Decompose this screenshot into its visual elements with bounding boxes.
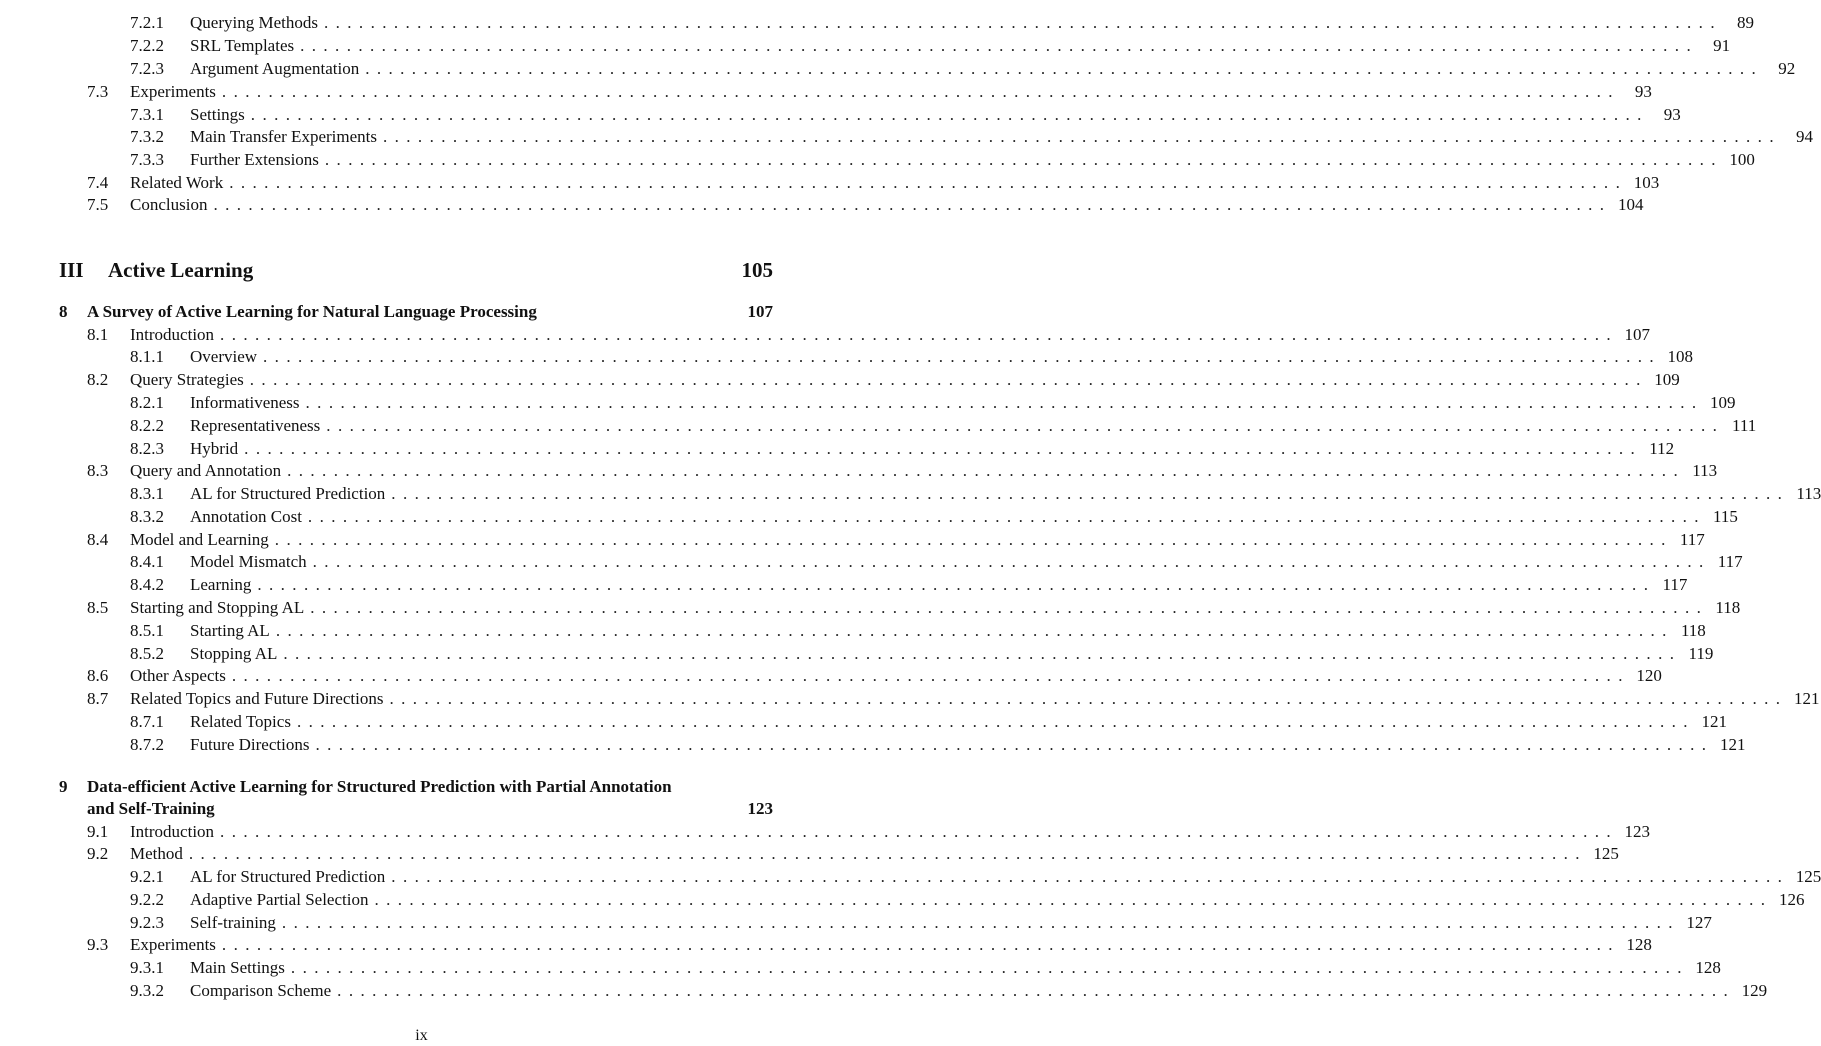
toc-entry-title: Related Topics [190,712,291,731]
toc-entry-page: 107 [747,302,773,321]
toc-entry[interactable] [130,415,1757,437]
toc-entry-page: 93 [1663,105,1681,124]
toc-entry[interactable] [130,620,1706,642]
toc-entry-number: 8.2 [87,370,109,389]
toc-entry-number: 9.3.1 [130,958,164,977]
toc-entry-page: 119 [1688,644,1714,663]
dot-leader: ........................................................................................................................ [283,644,1682,663]
toc-entry-title: Data-efficient Active Learning for Structured Prediction with Partial Annotation [87,777,672,796]
toc-entry-page: 115 [1713,507,1738,526]
dot-leader: ........................................................................................................................ [310,598,1709,617]
toc-entry-title: Representativeness [190,416,321,435]
toc-entry[interactable] [87,81,1652,103]
dot-leader: ........................................................................................................................ [213,195,1612,214]
toc-entry-number: 8.4.2 [130,575,164,594]
toc-entry-title: AL for Structured Prediction [190,484,386,503]
toc-entry[interactable] [87,172,1660,194]
dot-leader: ........................................................................................................................ [300,36,1699,55]
toc-entry-page: 125 [1795,867,1821,886]
toc-entry-title: Experiments [130,82,216,101]
toc-entry-title: Learning [190,575,252,594]
toc-entry-title: Method [130,844,183,863]
toc-entry-page: 128 [1626,935,1652,954]
toc-entry[interactable] [87,843,1619,865]
toc-entry-title: AL for Structured Prediction [190,867,386,886]
toc-entry-page: 107 [1624,325,1651,344]
toc-entry-number: 7.3.1 [130,105,164,124]
toc-entry[interactable] [59,301,773,323]
dot-leader: ........................................................................................................................ [391,484,1790,503]
toc-entry[interactable] [130,149,1755,171]
toc-entry-number: 8.2.3 [130,439,164,458]
toc-entry[interactable] [59,776,773,798]
toc-entry-page: 112 [1649,439,1675,458]
toc-entry-page: 120 [1636,666,1662,685]
dot-leader: ........................................................................................................................ [312,552,1711,571]
toc-entry[interactable] [87,798,773,820]
dot-leader: ........................................................................................................................ [389,689,1788,708]
toc-entry-page: 127 [1686,913,1712,932]
toc-entry[interactable] [87,369,1680,391]
toc-entry-number: 9.2.2 [130,890,164,909]
toc-entry[interactable] [87,597,1741,619]
toc-entry-title: Starting and Stopping AL [130,598,305,617]
toc-entry-number: 8.3.2 [130,507,164,526]
toc-entry[interactable] [130,126,1813,148]
toc-entry-page: 104 [1617,195,1644,214]
dot-leader: ........................................................................................................................ [221,935,1620,954]
toc-entry-title: Model and Learning [130,530,269,549]
toc-entry-number: 7.4 [87,173,109,192]
toc-entry-title: Informativeness [190,393,300,412]
toc-entry-number: 9.2.3 [130,913,164,932]
dot-leader: ........................................................................................................................ [365,59,1764,78]
toc-entry-page: 105 [741,258,773,282]
toc-entry-page: 100 [1729,150,1755,169]
toc-entry-page: 89 [1736,13,1754,32]
toc-entry-number: 8.1.1 [130,347,164,366]
toc-entry-number: 7.5 [87,195,109,214]
dot-leader: ........................................................................................................................ [324,150,1723,169]
toc-entry-title: Future Directions [190,735,310,754]
toc-entry-number: 8.7.2 [130,735,164,754]
toc-entry[interactable] [87,324,1651,346]
dot-leader: ........................................................................................................................ [315,735,1714,754]
dot-leader: ........................................................................................................................ [274,530,1673,549]
toc-entry-number: 8.5 [87,598,109,617]
toc-entry-title: Self-training [190,913,276,932]
toc-entry-number: 8.3.1 [130,484,164,503]
toc-entry-title: Annotation Cost [190,507,302,526]
dot-leader: ........................................................................................................................ [257,575,1656,594]
toc-entry-page: 123 [747,799,773,818]
toc-entry-number: 9.3 [87,935,109,954]
toc-entry-number: 7.2.1 [130,13,164,32]
toc-entry[interactable] [87,934,1652,956]
dot-leader: ........................................................................................................................ [382,127,1781,146]
page-number: ix [415,1027,428,1044]
dot-leader: ........................................................................................................................ [290,958,1689,977]
toc-entry[interactable] [130,483,1821,505]
toc-entry-page: 111 [1732,416,1757,435]
toc-entry-number: 8.2.1 [130,393,164,412]
toc-entry-title: Conclusion [130,195,208,214]
toc-entry[interactable] [130,711,1727,733]
toc-entry-title: Further Extensions [190,150,319,169]
toc-entry-page: 91 [1713,36,1731,55]
toc-entry-page: 92 [1778,59,1796,78]
toc-entry[interactable] [87,665,1662,687]
toc-entry[interactable] [130,957,1721,979]
toc-entry-number: 7.2.3 [130,59,164,78]
toc-entry[interactable] [87,460,1718,482]
toc-entry-title: Related Work [130,173,224,192]
toc-entry[interactable] [130,392,1736,414]
toc-entry-page: 94 [1795,127,1813,146]
dot-leader: ........................................................................................................................ [296,712,1695,731]
dot-leader: ........................................................................................................................ [337,981,1736,1000]
toc-entry[interactable] [130,104,1681,126]
toc-entry-page: 123 [1624,822,1651,841]
toc-entry-page: 109 [1654,370,1680,389]
toc-entry-page: 121 [1793,689,1820,708]
toc-entry-title: Overview [190,347,258,366]
dot-leader: ........................................................................................................................ [250,105,1649,124]
dot-leader: ........................................................................................................................ [220,822,1619,841]
dot-leader: ........................................................................................................................ [307,507,1706,526]
dot-leader: ........................................................................................................................ [221,82,1620,101]
toc-entry-title: Related Topics and Future Directions [130,689,384,708]
toc-entry-page: 128 [1695,958,1721,977]
toc-entry[interactable] [130,574,1688,596]
toc-entry[interactable] [130,506,1738,528]
toc-entry-number: 8.5.1 [130,621,164,640]
toc-entry[interactable] [130,438,1675,460]
toc-entry-title: Query Strategies [130,370,244,389]
dot-leader: ........................................................................................................................ [326,416,1725,435]
dot-leader: ........................................................................................................................ [249,370,1648,389]
toc-entry-number: 9.1 [87,822,109,841]
toc-entry-title: Starting AL [190,621,270,640]
dot-leader: ........................................................................................................................ [391,867,1790,886]
toc-entry-title: Hybrid [190,439,239,458]
toc-entry[interactable] [130,346,1694,368]
toc-entry-title: Adaptive Partial Selection [190,890,369,909]
dot-leader: ........................................................................................................................ [220,325,1619,344]
toc-entry-number: 8.1 [87,325,109,344]
toc-entry[interactable] [130,12,1754,34]
toc-entry-page: 113 [1692,461,1718,480]
toc-entry[interactable] [59,255,773,285]
toc-entry-page: 108 [1667,347,1694,366]
toc-entry[interactable] [130,643,1714,665]
toc-entry-page: 117 [1679,530,1705,549]
toc-entry-number: 7.3 [87,82,109,101]
toc-entry-page: 117 [1717,552,1743,571]
toc-entry-page: 118 [1715,598,1741,617]
toc-entry-page: 109 [1710,393,1736,412]
toc-entry-number: 8.4 [87,530,109,549]
toc-entry-page: 103 [1633,173,1660,192]
toc-entry[interactable] [87,194,1644,216]
toc-entry[interactable] [130,866,1821,888]
dot-leader: ........................................................................................................................ [281,913,1680,932]
toc-entry[interactable] [87,529,1705,551]
toc-entry[interactable] [87,688,1820,710]
toc-entry-number: 9.2 [87,844,109,863]
toc-entry-number: 8.4.1 [130,552,164,571]
toc-entry-number: 7.3.2 [130,127,164,146]
toc-entry-page: 121 [1701,712,1727,731]
toc-entry-page: 126 [1778,890,1805,909]
toc-entry[interactable] [130,912,1712,934]
toc-entry-number: 9 [59,777,68,796]
toc-entry-title: Main Transfer Experiments [190,127,377,146]
toc-entry-title: Querying Methods [190,13,318,32]
toc-entry-title: Active Learning [108,258,254,282]
toc-entry-page: 93 [1634,82,1652,101]
toc-entry[interactable] [87,821,1651,843]
toc-entry-title: Query and Annotation [130,461,282,480]
dot-leader: ........................................................................................................................ [188,844,1587,863]
toc-entry-number: 9.2.1 [130,867,164,886]
toc-entry-number: III [59,258,84,282]
toc-entry-page: 121 [1719,735,1746,754]
toc-entry-number: 8.7 [87,689,109,708]
toc-entry[interactable] [130,58,1796,80]
toc-entry-number: 7.2.2 [130,36,164,55]
toc-entry-page: 113 [1796,484,1821,503]
toc-entry-title: Main Settings [190,958,285,977]
toc-entry-number: 7.3.3 [130,150,164,169]
toc-entry[interactable] [130,889,1805,911]
dot-leader: ........................................................................................................................ [374,890,1773,909]
toc-entry-page: 117 [1662,575,1688,594]
toc-entry-number: 8.2.2 [130,416,164,435]
toc-entry[interactable] [130,734,1746,756]
toc-entry-title: Stopping AL [190,644,278,663]
dot-leader: ........................................................................................................................ [244,439,1643,458]
toc-entry-title: Argument Augmentation [190,59,360,78]
toc-entry-title: Introduction [130,325,215,344]
dot-leader: ........................................................................................................................ [229,173,1628,192]
toc-entry-title: A Survey of Active Learning for Natural Language Processing [87,302,537,321]
dot-leader: ........................................................................................................................ [323,13,1722,32]
toc-entry-page: 125 [1593,844,1619,863]
toc-entry[interactable] [130,980,1768,1002]
toc-entry-number: 8.7.1 [130,712,164,731]
dot-leader: ........................................................................................................................ [287,461,1686,480]
toc-entry-title: Experiments [130,935,216,954]
toc-entry-title: SRL Templates [190,36,295,55]
dot-leader: ........................................................................................................................ [305,393,1704,412]
dot-leader: ........................................................................................................................ [275,621,1674,640]
toc-entry-number: 9.3.2 [130,981,164,1000]
toc-entry-number: 8.3 [87,461,109,480]
toc-entry-title: Model Mismatch [190,552,307,571]
dot-leader: ........................................................................................................................ [263,347,1662,366]
toc-entry-title: Introduction [130,822,215,841]
toc-entry[interactable] [130,551,1743,573]
toc-entry-title: Other Aspects [130,666,226,685]
toc-entry-title: Comparison Scheme [190,981,332,1000]
toc-entry-number: 8.5.2 [130,644,164,663]
toc-entry-number: 8 [59,302,68,321]
toc-entry-page: 129 [1741,981,1768,1000]
toc-entry-page: 118 [1680,621,1706,640]
toc-entry[interactable] [130,35,1731,57]
dot-leader: ........................................................................................................................ [231,666,1630,685]
toc-entry-title: and Self-Training [87,799,215,818]
toc-entry-title: Settings [190,105,245,124]
toc-entry-number: 8.6 [87,666,109,685]
